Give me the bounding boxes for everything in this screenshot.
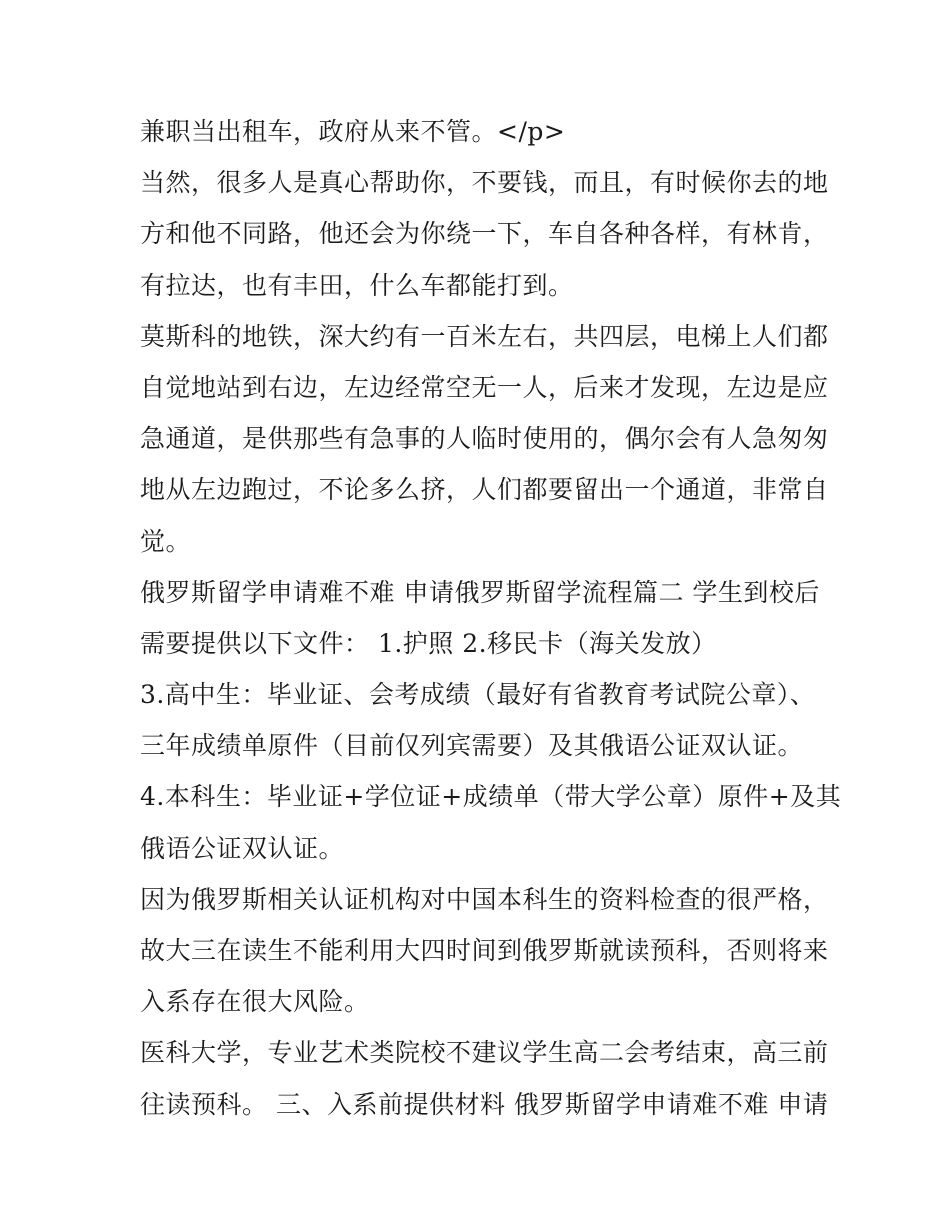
paragraph-undergraduates xyxy=(140,771,842,873)
paragraph-high-school-students xyxy=(140,669,820,771)
text-line: 入系存在很大风险。 xyxy=(140,987,370,1017)
text-line: 4.本科生：毕业证+学位证+成绩单（带大学公章）原件+及其 xyxy=(140,782,842,812)
text-line: 故大三在读生不能利用大四时间到俄罗斯就读预科，否则将来 xyxy=(140,936,829,965)
text-line: 觉。 xyxy=(140,526,192,556)
paragraph-medical-art-schools xyxy=(140,1027,829,1129)
text-line: 3.高中生：毕业证、会考成绩（最好有省教育考试院公章）、 xyxy=(140,680,816,710)
text-line: 自觉地站到右边，左边经常空无一人，后来才发现，左边是应 xyxy=(140,372,829,402)
paragraph-helpful-drivers xyxy=(140,157,829,311)
text-line: 俄语公证双认证。 xyxy=(140,833,345,863)
text-line: 方和他不同路，他还会为你绕一下，车自各种各样，有林肯， xyxy=(140,219,829,249)
paragraph-taxi-ending xyxy=(140,106,820,157)
text-line: 兼职当出租车，政府从来不管。</p> xyxy=(140,117,566,146)
text-line: 有拉达，也有丰田，什么车都能打到。 xyxy=(140,270,574,300)
text-line: 往读预科。 三、入系前提供材料 俄罗斯留学申请难不难 申请 xyxy=(140,1089,829,1119)
text-line: 地从左边跑过，不论多么挤，人们都要留出一个通道，非常自 xyxy=(140,475,829,505)
text-line: 需要提供以下文件： 1.护照 2.移民卡（海关发放） xyxy=(140,628,717,658)
paragraph-moscow-metro xyxy=(140,311,829,567)
paragraph-certification-risk xyxy=(140,874,829,1028)
text-line: 当然，很多人是真心帮助你，不要钱，而且，有时候你去的地 xyxy=(140,168,829,198)
document-body xyxy=(140,106,842,1130)
text-line: 俄罗斯留学申请难不难 申请俄罗斯留学流程篇二 学生到校后 xyxy=(140,577,820,607)
text-line: 莫斯科的地铁，深大约有一百米左右，共四层，电梯上人们都 xyxy=(140,321,829,351)
text-line: 急通道，是供那些有急事的人临时使用的，偶尔会有人急匆匆 xyxy=(140,424,829,454)
paragraph-required-documents xyxy=(140,567,820,669)
text-line: 三年成绩单原件（目前仅列宾需要）及其俄语公证双认证。 xyxy=(140,731,804,761)
text-line: 医科大学，专业艺术类院校不建议学生高二会考结束，高三前 xyxy=(140,1038,829,1068)
text-line: 因为俄罗斯相关认证机构对中国本科生的资料检查的很严格， xyxy=(140,884,829,914)
